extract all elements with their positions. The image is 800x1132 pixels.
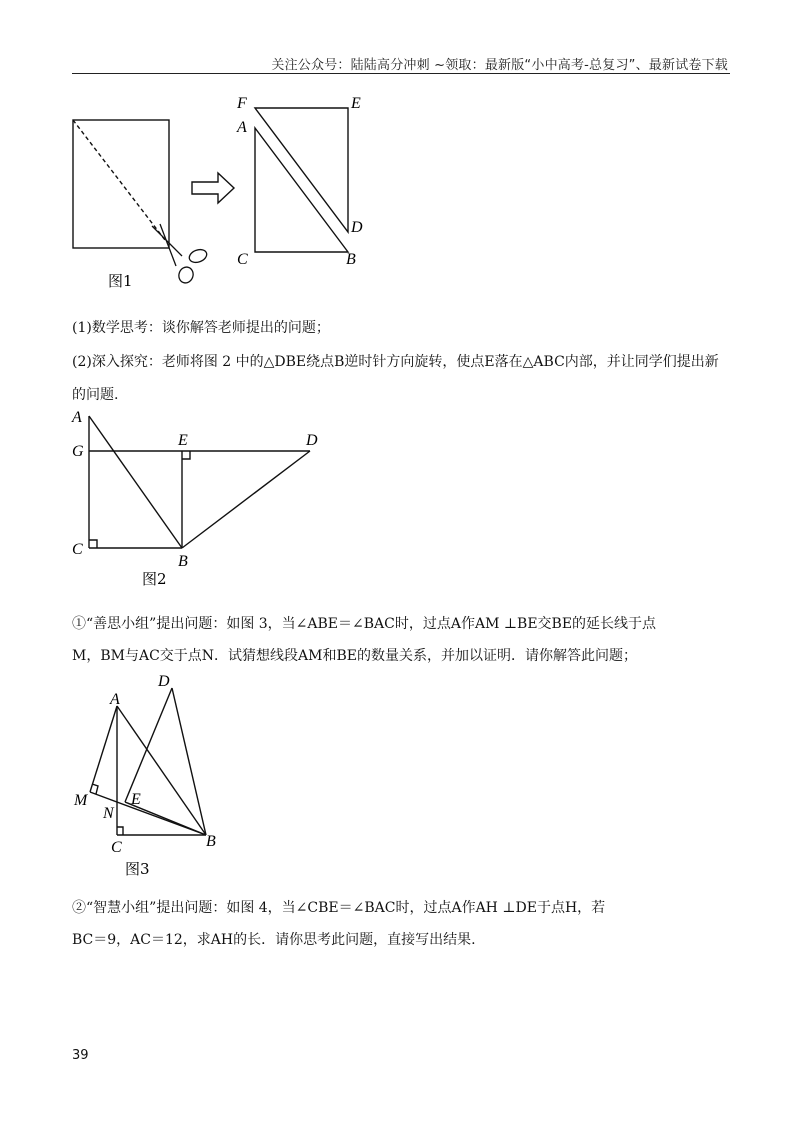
label-C: C <box>237 251 248 268</box>
figure-3 <box>0 670 800 890</box>
part-1-line-1: ①“善思小组”提出问题：如图 3，当∠ABE＝∠BAC时，过点A作AM ⊥BE交BE的延长线于点 <box>72 616 657 632</box>
label-B: B <box>346 251 356 268</box>
label-E: E <box>351 95 361 112</box>
label-G: G <box>72 443 84 460</box>
triangle-acb <box>255 128 348 252</box>
question-2-line-2: 的问题. <box>72 387 119 403</box>
figure-1 <box>0 0 800 300</box>
cut-line <box>73 120 165 240</box>
label-E: E <box>131 791 141 808</box>
label-D: D <box>158 673 170 690</box>
arrow-right-icon <box>192 173 234 203</box>
triangle-fed <box>255 108 348 232</box>
label-B: B <box>178 553 188 570</box>
label-N: N <box>103 805 114 822</box>
label-B: B <box>206 833 216 850</box>
label-A: A <box>110 691 120 708</box>
part-2-line-2: BC＝9，AC＝12，求AH的长．请你思考此问题，直接写出结果. <box>72 932 476 948</box>
label-C: C <box>111 839 122 856</box>
page-header-text: 关注公众号：陆陆高分冲刺 ~领取：最新版“小中高考-总复习”、最新试卷下载 <box>271 58 728 73</box>
figure-2 <box>0 400 800 600</box>
label-F: F <box>237 95 247 112</box>
label-D: D <box>351 219 363 236</box>
label-C: C <box>72 541 83 558</box>
question-2-line-1: (2)深入探究：老师将图 2 中的△DBE绕点B逆时针方向旋转，使点E落在△ABC内部，并让同学们提出新 <box>72 354 719 370</box>
part-2-line-1: ②“智慧小组”提出问题：如图 4，当∠CBE＝∠BAC时，过点A作AH ⊥DE于点H，若 <box>72 900 606 916</box>
label-A: A <box>237 119 247 136</box>
label-D: D <box>306 432 318 449</box>
page-number: 39 <box>72 1048 89 1063</box>
label-E: E <box>178 432 188 449</box>
part-1-line-2: M，BM与AC交于点N．试猜想线段AM和BE的数量关系，并加以证明．请你解答此问题； <box>72 648 637 664</box>
label-A: A <box>72 409 82 426</box>
question-1: (1)数学思考：谈你解答老师提出的问题； <box>72 320 330 336</box>
figure-1-caption: 图1 <box>108 272 133 290</box>
figure-3-caption: 图3 <box>125 860 150 878</box>
figure-2-caption: 图2 <box>142 570 167 588</box>
label-M: M <box>74 792 88 809</box>
